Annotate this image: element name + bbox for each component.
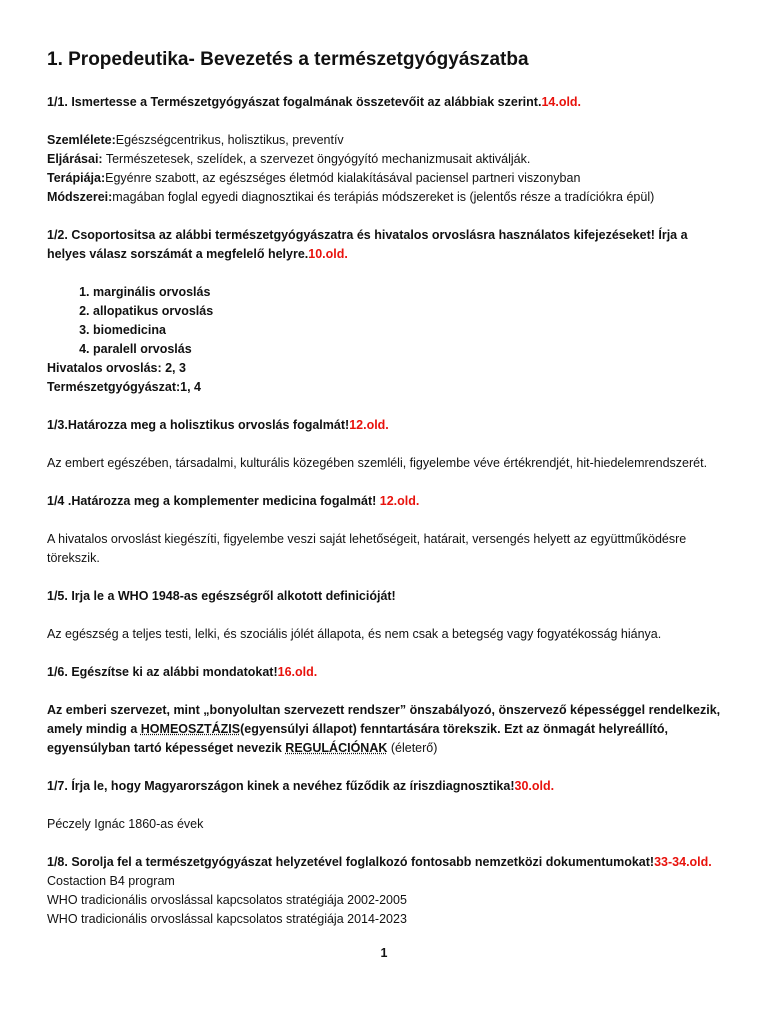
question-1-5: 1/5. Irja le a WHO 1948-as egészségről alkotott definicióját! <box>47 589 396 603</box>
page-reference: 14.old. <box>541 95 582 109</box>
answer-text: Péczely Ignác 1860-as évek <box>47 817 204 831</box>
answer-line: WHO tradicionális orvoslással kapcsolatos stratégiája 2002-2005 <box>47 893 407 907</box>
answer-line: WHO tradicionális orvoslással kapcsolatos stratégiája 2014-2023 <box>47 912 407 926</box>
answer-text: A hivatalos orvoslást kiegészíti, figyelembe veszi saját lehetőségeit, határait, versengés helyett az együttműködésre törekszik. <box>47 532 687 565</box>
document-page <box>47 48 727 929</box>
page-reference: 12.old. <box>379 494 420 508</box>
question-1-8: 1/8. Sorolja fel a természetgyógyászat helyzetével foglalkozó fontosabb nemzetközi dokumentumokat!33-34.old. <box>47 855 712 869</box>
answer-text: Az emberi szervezet, mint „bonyolultan szervezett rendszer” önszabályozó, önszervező képességgel rendelkezik, amely mindig a HOMEOSZTÁZIS(egyensúlyi állapot) fenntartására törekszik. Ezt az önmagát helyreállító, egyensúlyban tartó képességet nevezik REGULÁCIÓNAK (életerő) <box>47 703 721 755</box>
page-reference: 30.old. <box>514 779 555 793</box>
answer-line: Hivatalos orvoslás: 2, 3 <box>47 361 186 375</box>
question-1-3: 1/3.Határozza meg a holisztikus orvoslás fogalmát!12.old. <box>47 418 389 432</box>
page-reference: 16.old. <box>277 665 318 679</box>
answer-text: Az egészség a teljes testi, lelki, és szociális jólét állapota, és nem csak a betegség vagy fogyatékosság hiánya. <box>47 627 662 641</box>
page-reference: 12.old. <box>349 418 389 432</box>
list-item: 1. marginális orvoslás <box>93 283 727 302</box>
term-list <box>47 283 727 359</box>
answer-text: Az embert egészében, társadalmi, kulturális közegében szemléli, figyelembe véve értékrendjét, hit-hiedelemrendszerét. <box>47 456 708 470</box>
answer-line: Természetgyógyászat:1, 4 <box>47 380 201 394</box>
question-1-1: 1/1. Ismertesse a Természetgyógyászat fogalmának összetevőit az alábbiak szerint.14.old. <box>47 95 582 109</box>
list-item: 4. paralell orvoslás <box>93 340 727 359</box>
page-title: 1. Propedeutika- Bevezetés a természetgyógyászatba <box>47 49 529 70</box>
answer-line: Szemlélete:Egészségcentrikus, holisztikus, preventív <box>47 133 344 147</box>
answer-line: Eljárásai: Természetesek, szelídek, a szervezet öngyógyító mechanizmusait aktiválják. <box>47 152 531 166</box>
question-1-2: 1/2. Csoportositsa az alábbi természetgyógyászatra és hivatalos orvoslásra használatos kifejezéseket! Írja a helyes válasz sorszámát a megfelelő helyre.10.old. <box>47 228 688 261</box>
question-1-7: 1/7. Írja le, hogy Magyarországon kinek a nevéhez fűződik az íriszdiagnosztika!30.old. <box>47 779 555 793</box>
filled-blank: HOMEOSZTÁZIS <box>140 722 241 736</box>
answer-line: Terápiája:Egyénre szabott, az egészséges életmód kialakításával paciensel partneri viszonyban <box>47 171 581 185</box>
question-1-4: 1/4 .Határozza meg a komplementer medicina fogalmát! 12.old. <box>47 494 420 508</box>
filled-blank: REGULÁCIÓNAK <box>285 741 388 755</box>
page-reference: 10.old. <box>308 247 348 261</box>
answer-line: Costaction B4 program <box>47 874 175 888</box>
answer-line: Módszerei:magában foglal egyedi diagnosztikai és terápiás módszereket is (jelentős része a tradíciókra épül) <box>47 190 655 204</box>
page-reference: 33-34.old. <box>654 855 712 869</box>
page-number: 1 <box>380 946 388 960</box>
list-item: 3. biomedicina <box>93 321 727 340</box>
list-item: 2. allopatikus orvoslás <box>93 302 727 321</box>
question-1-6: 1/6. Egészítse ki az alábbi mondatokat!16.old. <box>47 665 318 679</box>
